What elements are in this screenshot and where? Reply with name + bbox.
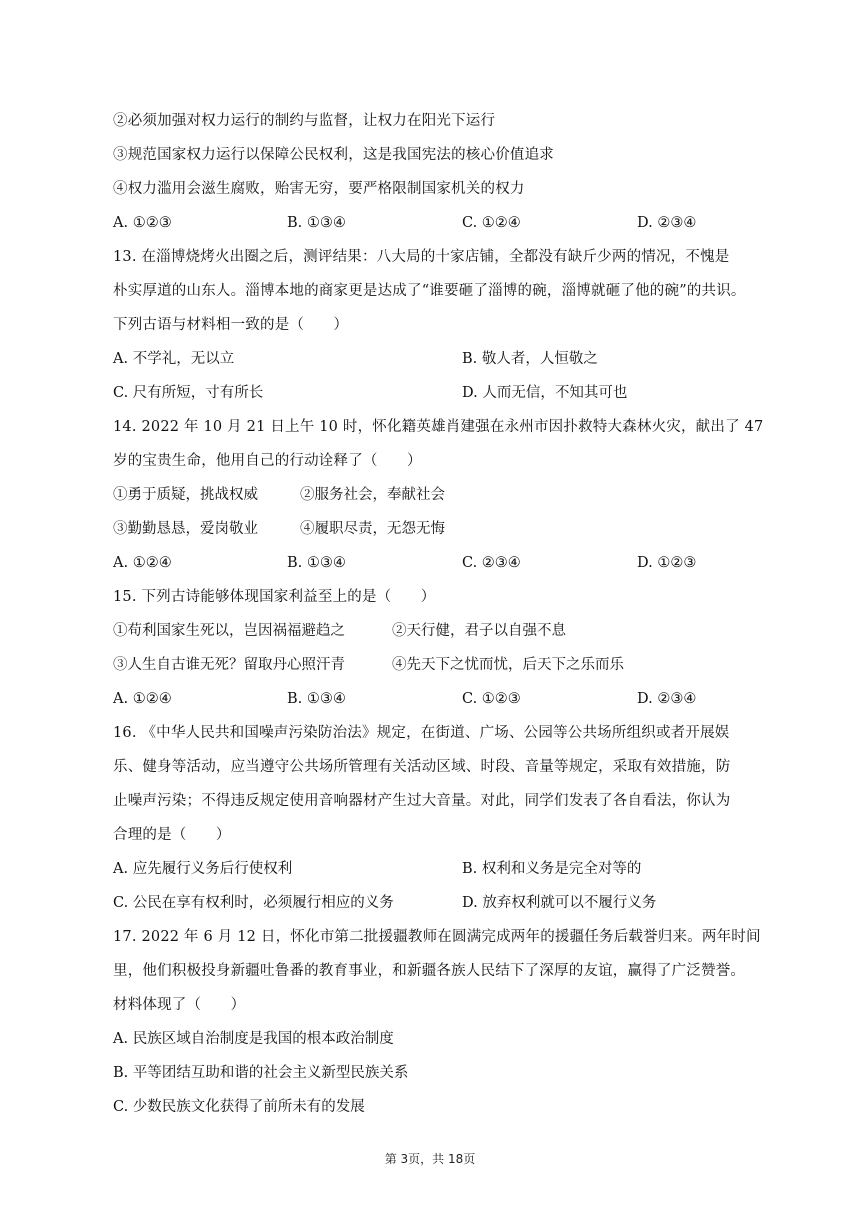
option-c: C. ②③④	[462, 555, 521, 571]
question-16-line: 合理的是（ ）	[113, 827, 231, 843]
option-d: D. ②③④	[637, 691, 697, 707]
option-b: B. 敬人者，人恒敬之	[462, 351, 598, 367]
option-b: B. ①③④	[287, 215, 346, 231]
question-17-line: 17. 2022 年 6 月 12 日，怀化市第二批援疆教师在圆满完成两年的援疆任务后载誉归来。两年时间	[113, 929, 761, 945]
option-c: C. 尺有所短，寸有所长	[113, 385, 264, 401]
question-13-line: 下列古语与材料相一致的是（ ）	[113, 317, 349, 333]
option-b: B. ①③④	[287, 555, 346, 571]
option-d: D. 人而无信，不知其可也	[462, 385, 628, 401]
question-14-line: 14. 2022 年 10 月 21 日上午 10 时，怀化籍英雄肖建强在永州市因扑救特大森林火灾，献出了 47	[113, 419, 764, 435]
question-15-line: 15. 下列古诗能够体现国家利益至上的是（ ）	[113, 589, 436, 605]
question-14-line: 岁的宝贵生命，他用自己的行动诠释了（ ）	[113, 453, 422, 469]
option-b: B. 平等团结互助和谐的社会主义新型民族关系	[113, 1065, 409, 1081]
option-a: A. 应先履行义务后行使权利	[113, 861, 293, 877]
option-d: D. 放弃权利就可以不履行义务	[462, 895, 657, 911]
option-c: C. 公民在享有权利时，必须履行相应的义务	[113, 895, 394, 911]
page-number: 第 3页，共 18页	[384, 1152, 476, 1166]
option-a: A. 民族区域自治制度是我国的根本政治制度	[113, 1031, 394, 1047]
option-b: B. 权利和义务是完全对等的	[462, 861, 642, 877]
statement-item: ②服务社会，奉献社会	[300, 487, 445, 503]
option-a: A. ①②③	[113, 215, 172, 231]
question-13-line: 朴实厚道的山东人。淄博本地的商家更是达成了“谁要砸了淄博的碗，淄博就砸了他的碗”的共识。	[113, 283, 746, 299]
option-a: A. ①②④	[113, 555, 172, 571]
question-13-line: 13. 在淄博烧烤火出圈之后，测评结果：八大局的十家店铺，全都没有缺斤少两的情况，不愧是	[113, 249, 730, 265]
question-16-line: 乐、健身等活动，应当遵守公共场所管理有关活动区域、时段、音量等规定，采取有效措施，防	[113, 759, 731, 775]
statement-line: ④权力滥用会滋生腐败，贻害无穷，要严格限制国家机关的权力	[113, 181, 525, 197]
option-c: C. 少数民族文化获得了前所未有的发展	[113, 1099, 365, 1115]
option-d: D. ①②③	[637, 555, 697, 571]
question-16-line: 止噪声污染；不得违反规定使用音响器材产生过大音量。对此，同学们发表了各自看法，你认为	[113, 793, 731, 809]
statement-item: ③人生自古谁无死？留取丹心照汗青	[113, 657, 345, 673]
option-d: D. ②③④	[637, 215, 697, 231]
statement-item: ①勇于质疑，挑战权威	[113, 487, 258, 503]
option-a: A. ①②④	[113, 691, 172, 707]
statement-item: ④履职尽责，无怨无悔	[300, 521, 445, 537]
option-a: A. 不学礼，无以立	[113, 351, 235, 367]
statement-item: ①苟利国家生死以，岂因祸福避趋之	[113, 623, 345, 639]
statement-line: ②必须加强对权力运行的制约与监督，让权力在阳光下运行	[113, 113, 496, 129]
question-16-line: 16. 《中华人民共和国噪声污染防治法》规定，在街道、广场、公园等公共场所组织或者开展娱	[113, 725, 730, 741]
option-b: B. ①③④	[287, 691, 346, 707]
option-c: C. ①②④	[462, 215, 521, 231]
statement-item: ③勤勤恳恳，爱岗敬业	[113, 521, 258, 537]
question-17-line: 材料体现了（ ）	[113, 997, 246, 1013]
option-c: C. ①②③	[462, 691, 521, 707]
statement-item: ④先天下之忧而忧，后天下之乐而乐	[392, 657, 624, 673]
statement-line: ③规范国家权力运行以保障公民权利，这是我国宪法的核心价值追求	[113, 147, 554, 163]
statement-item: ②天行健，君子以自强不息	[392, 623, 566, 639]
question-17-line: 里，他们积极投身新疆吐鲁番的教育事业，和新疆各族人民结下了深厚的友谊，赢得了广泛赞誉。	[113, 963, 746, 979]
